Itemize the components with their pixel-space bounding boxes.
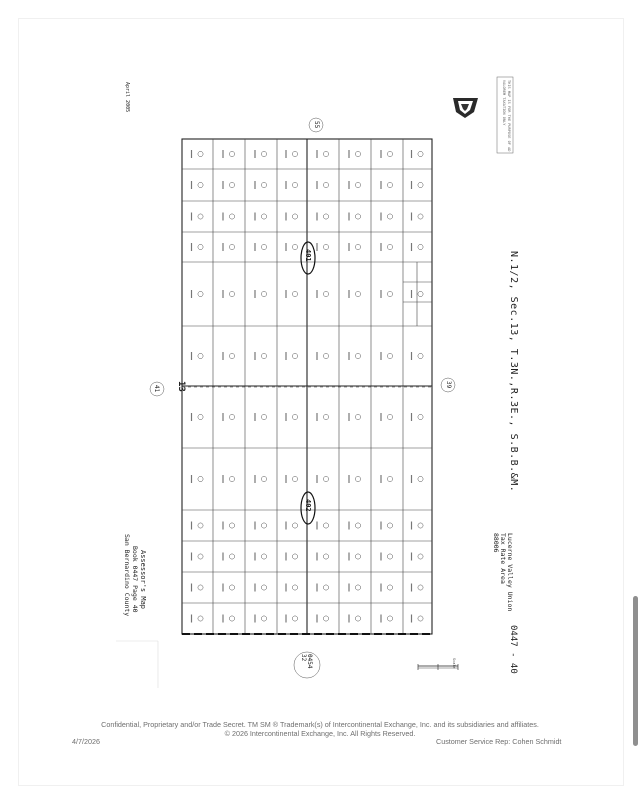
parcel-marker bbox=[198, 616, 203, 621]
parcel-marker bbox=[387, 616, 392, 621]
parcel-marker bbox=[418, 554, 423, 559]
parcel-marker bbox=[292, 353, 297, 358]
parcel-marker bbox=[229, 585, 234, 590]
parcel-marker bbox=[323, 244, 328, 249]
parcel-marker bbox=[418, 291, 423, 296]
scale-note: Scale bbox=[452, 658, 456, 669]
parcel-marker bbox=[198, 414, 203, 419]
parcel-marker bbox=[355, 476, 360, 481]
parcel-marker bbox=[198, 554, 203, 559]
parcel-marker bbox=[323, 182, 328, 187]
parcel-marker bbox=[229, 151, 234, 156]
parcel-marker bbox=[261, 476, 266, 481]
parcel-marker bbox=[229, 244, 234, 249]
parcel-marker bbox=[418, 182, 423, 187]
parcel-marker bbox=[387, 554, 392, 559]
parcel-marker bbox=[418, 214, 423, 219]
road-top-number: 55 bbox=[313, 121, 320, 129]
parcel-marker bbox=[198, 182, 203, 187]
parcel-marker bbox=[292, 151, 297, 156]
parcel-marker bbox=[229, 182, 234, 187]
parcel-marker bbox=[229, 291, 234, 296]
parcel-marker bbox=[229, 414, 234, 419]
parcel-marker bbox=[261, 214, 266, 219]
parcel-marker bbox=[292, 585, 297, 590]
parcel-marker bbox=[418, 476, 423, 481]
parcel-marker bbox=[198, 244, 203, 249]
map-number: 0447 - 40 bbox=[508, 625, 518, 674]
parcel-marker bbox=[229, 476, 234, 481]
parcel-marker bbox=[229, 353, 234, 358]
parcel-marker bbox=[198, 585, 203, 590]
parcel-marker bbox=[292, 291, 297, 296]
parcel-marker bbox=[387, 414, 392, 419]
parcel-marker bbox=[261, 151, 266, 156]
parcel-marker bbox=[292, 244, 297, 249]
parcel-marker bbox=[292, 523, 297, 528]
parcel-marker bbox=[261, 585, 266, 590]
parcel-marker bbox=[418, 523, 423, 528]
parcel-marker bbox=[387, 214, 392, 219]
footer-legal-line: Confidential, Proprietary and/or Trade Secret. TM SM ® Trademark(s) of Intercontinental Exchange, Inc. and its subsidiaries and affiliates. bbox=[101, 720, 539, 729]
parcel-marker bbox=[323, 291, 328, 296]
parcel-marker bbox=[387, 476, 392, 481]
parcel-marker bbox=[261, 353, 266, 358]
parcel-marker bbox=[323, 585, 328, 590]
parcel-marker bbox=[355, 353, 360, 358]
block-lower-number: 402 bbox=[304, 499, 312, 512]
parcel-marker bbox=[261, 291, 266, 296]
parcel-marker bbox=[418, 151, 423, 156]
assessor-title: Assessor's Map bbox=[139, 550, 147, 610]
assessor-county: San Bernardino County bbox=[123, 534, 131, 617]
parcel-marker bbox=[198, 214, 203, 219]
parcel-marker bbox=[261, 523, 266, 528]
parcel-marker bbox=[261, 554, 266, 559]
parcel-marker bbox=[387, 585, 392, 590]
parcel-marker bbox=[323, 214, 328, 219]
road-left-number: 41 bbox=[153, 385, 160, 393]
parcel-marker bbox=[323, 616, 328, 621]
footer-copyright-line: © 2026 Intercontinental Exchange, Inc. All Rights Reserved. bbox=[224, 729, 416, 738]
parcel-marker bbox=[323, 414, 328, 419]
road-right-number: 39 bbox=[445, 381, 452, 389]
stamp-note: THIS MAP IS FOR THE PURPOSE OF AD VALOREM TAXATION ONLY bbox=[502, 80, 511, 152]
parcel-marker bbox=[387, 182, 392, 187]
subdivision-lines bbox=[403, 262, 432, 326]
parcel-marker bbox=[355, 214, 360, 219]
footer-service-rep: Customer Service Rep: Cohen Schmidt bbox=[436, 737, 562, 746]
parcel-marker bbox=[355, 414, 360, 419]
parcel-marker bbox=[355, 182, 360, 187]
parcel-marker bbox=[418, 616, 423, 621]
parcel-marker bbox=[198, 291, 203, 296]
parcel-marker bbox=[355, 151, 360, 156]
parcel-marker bbox=[292, 214, 297, 219]
parcel-marker bbox=[418, 244, 423, 249]
parcel-marker bbox=[355, 554, 360, 559]
county-seal-icon bbox=[453, 98, 478, 118]
tax-rate-area: Lucerne Valley Union Tax Rate Area 88006 bbox=[492, 533, 514, 612]
parcel-marker bbox=[387, 353, 392, 358]
parcel-marker bbox=[261, 182, 266, 187]
parcel-marker bbox=[387, 151, 392, 156]
parcel-marker bbox=[292, 476, 297, 481]
assessor-book: Book 0447 Page 40 bbox=[131, 546, 139, 613]
parcel-marker bbox=[292, 554, 297, 559]
parcel-marker bbox=[418, 585, 423, 590]
parcel-marker bbox=[418, 414, 423, 419]
parcel-marker bbox=[323, 523, 328, 528]
vertical-scrollbar[interactable] bbox=[633, 596, 638, 746]
parcel-marker bbox=[229, 523, 234, 528]
parcel-marker bbox=[229, 554, 234, 559]
parcel-marker bbox=[229, 616, 234, 621]
road-bottom-number: 0454 32 bbox=[300, 654, 313, 669]
parcel-marker bbox=[323, 151, 328, 156]
parcel-marker bbox=[229, 214, 234, 219]
parcel-marker bbox=[261, 414, 266, 419]
parcel-marker bbox=[387, 244, 392, 249]
parcel-marker bbox=[323, 353, 328, 358]
parcel-marker bbox=[261, 244, 266, 249]
parcel-marker bbox=[198, 476, 203, 481]
parcel-marker bbox=[292, 414, 297, 419]
parcel-marker bbox=[198, 523, 203, 528]
parcel-marker bbox=[198, 353, 203, 358]
parcel-marker bbox=[261, 616, 266, 621]
footer-date: 4/7/2026 bbox=[72, 737, 100, 746]
section-number: 13 bbox=[176, 381, 186, 392]
block-upper-number: 401 bbox=[304, 249, 312, 262]
parcel-marker bbox=[292, 616, 297, 621]
parcel-marker bbox=[387, 523, 392, 528]
parcel-marker bbox=[323, 554, 328, 559]
parcel-marker bbox=[198, 151, 203, 156]
parcel-marker bbox=[292, 182, 297, 187]
date-label: April 2005 bbox=[124, 82, 130, 113]
parcel-marker bbox=[355, 616, 360, 621]
legal-description: N.1/2, Sec.13, T.3N.,R.3E., S.B.B.&M. bbox=[508, 251, 519, 493]
parcel-marker bbox=[323, 476, 328, 481]
parcel-marker bbox=[355, 244, 360, 249]
parcel-marker bbox=[355, 523, 360, 528]
parcel-marker bbox=[355, 291, 360, 296]
parcel-marker bbox=[387, 291, 392, 296]
parcel-marker bbox=[355, 585, 360, 590]
parcel-marker bbox=[418, 353, 423, 358]
